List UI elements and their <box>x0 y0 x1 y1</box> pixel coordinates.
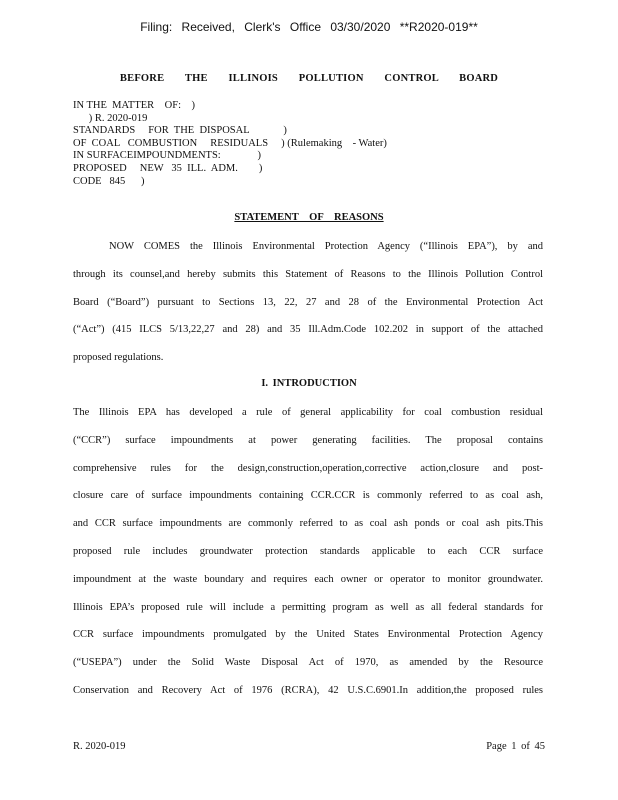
caption-line: PROPOSED NEW 35 ILL. ADM. ) <box>73 162 263 174</box>
footer-page-number: Page 1 of 45 <box>486 741 545 752</box>
intro-paragraph <box>73 233 543 372</box>
paragraph-line: (“CCR”) surface impoundments at power generating facilities. The proposal contains <box>73 434 543 446</box>
paragraph-line: through its counsel,and hereby submits this Statement of Reasons to the Illinois Pollution Control <box>73 268 543 280</box>
paragraph-line: Illinois EPA’s proposed rule will include a permitting program as well as all federal standards for <box>73 601 543 613</box>
paragraph-line: comprehensive rules for the design,construction,operation,corrective action,closure and post- <box>73 462 543 474</box>
paragraph-line: proposed rule includes groundwater protection standards applicable to each CCR surface <box>73 545 543 557</box>
introduction-heading: I. INTRODUCTION <box>261 378 357 389</box>
statement-heading-text: STATEMENT OF REASONS <box>234 212 384 223</box>
footer-docket-number: R. 2020-019 <box>73 741 126 752</box>
case-caption <box>73 100 493 188</box>
filing-stamp-header: Filing: Received, Clerk's Office 03/30/2020 **R2020-019** <box>140 20 478 34</box>
paragraph-line: NOW COMES the Illinois Environmental Protection Agency (“Illinois EPA”), by and <box>109 241 543 252</box>
paragraph-line: Board (“Board”) pursuant to Sections 13, 22, 27 and 28 of the Environmental Protection Act <box>73 296 543 308</box>
caption-line: ) R. 2020-019 <box>73 112 148 124</box>
paragraph-line: impoundment at the waste boundary and requires each owner or operator to monitor groundwater. <box>73 573 543 585</box>
paragraph-line: The Illinois EPA has developed a rule of general applicability for coal combustion residual <box>73 407 543 418</box>
paragraph-line: proposed regulations. <box>73 352 164 364</box>
caption-line: STANDARDS FOR THE DISPOSAL ) <box>73 125 287 137</box>
caption-line: IN THE MATTER OF: ) <box>73 100 196 111</box>
paragraph-line: CCR surface impoundments promulgated by the United States Environmental Protection Agency <box>73 629 543 641</box>
paragraph-line: and CCR surface impoundments are commonly referred to as coal ash ponds or coal ash pits.This <box>73 518 543 530</box>
introduction-paragraph <box>73 399 543 705</box>
board-title: BEFORE THE ILLINOIS POLLUTION CONTROL BOARD <box>119 73 499 84</box>
caption-line: CODE 845 ) <box>73 175 145 187</box>
caption-line: OF COAL COMBUSTION RESIDUALS ) (Rulemaking - Water) <box>73 137 387 149</box>
paragraph-line: closure care of surface impoundments containing CCR.CCR is commonly referred to as coal ash, <box>73 490 543 502</box>
paragraph-line: Conservation and Recovery Act of 1976 (RCRA), 42 U.S.C.6901.In addition,the proposed rules <box>73 684 543 696</box>
paragraph-line: (“Act”) (415 ILCS 5/13,22,27 and 28) and 35 Ill.Adm.Code 102.202 in support of the attached <box>73 324 543 336</box>
caption-line: IN SURFACEIMPOUNDMENTS: ) <box>73 150 261 162</box>
paragraph-line: (“USEPA”) under the Solid Waste Disposal Act of 1970, as amended by the Resource <box>73 657 543 669</box>
statement-heading <box>0 212 618 223</box>
